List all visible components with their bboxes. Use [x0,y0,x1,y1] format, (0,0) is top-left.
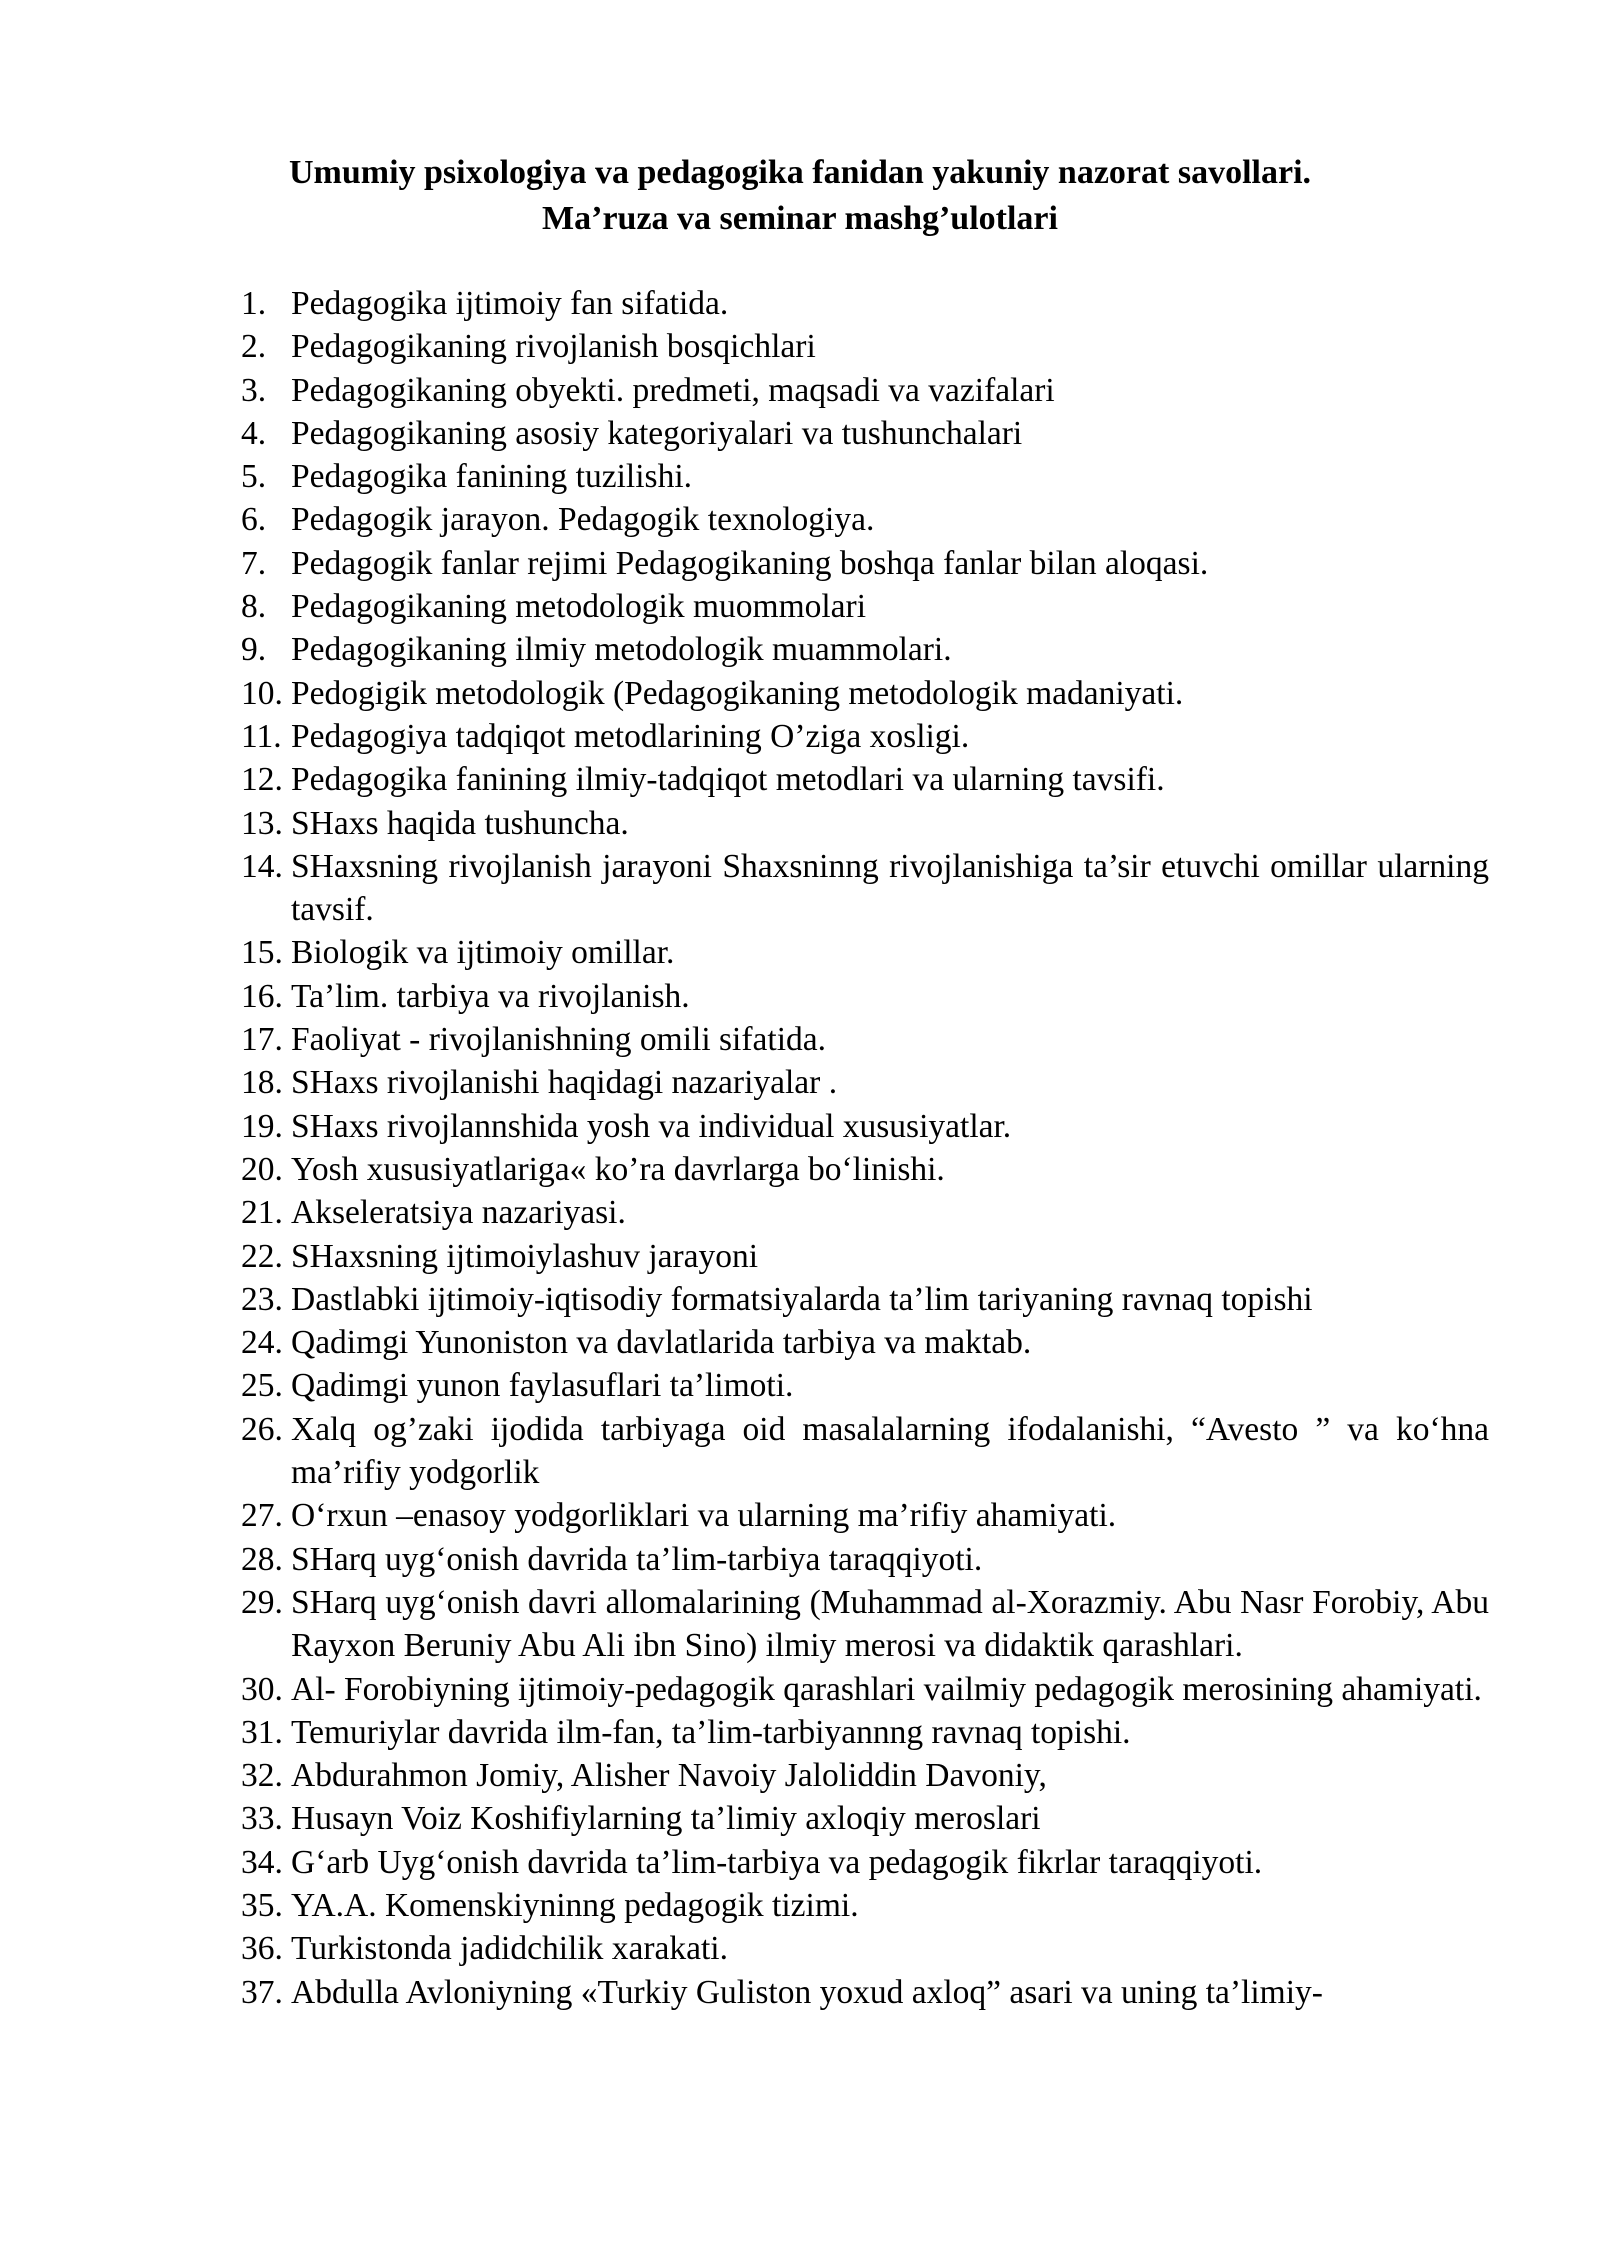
question-item [241,1711,1489,1754]
question-number: 7. [241,544,267,582]
question-item [241,542,1489,585]
question-item [241,1364,1489,1407]
question-number: 20. [241,1150,283,1188]
question-item [241,1581,1489,1668]
question-item [241,1321,1489,1364]
question-number: 23. [241,1280,283,1318]
question-number: 16. [241,977,283,1015]
question-text: SHarq uyg‘onish davrida ta’lim-tarbiya taraqqiyoti. [291,1540,983,1578]
question-number: 29. [241,1583,283,1621]
question-number: 25. [241,1367,283,1405]
question-list [241,282,1489,2014]
question-number: 9. [241,631,267,669]
question-text: Pedagogika fanining tuzilishi. [291,458,693,496]
question-text: SHaxs rivojlannshida yosh va individual xususiyatlar. [291,1107,1012,1145]
question-number: 13. [241,804,283,842]
question-text: SHaxs haqida tushuncha. [291,804,629,842]
question-item [241,369,1489,412]
question-text: Pedagogik fanlar rejimi Pedagogikaning boshqa fanlar bilan aloqasi. [291,544,1209,582]
question-number: 11. [241,717,282,755]
question-number: 14. [241,847,283,885]
question-item [241,1494,1489,1537]
question-item [241,1278,1489,1321]
title-line-1: Umumiy psixologiya va pedagogika fanidan yakuniy nazorat savollari. [288,154,1312,191]
question-number: 21. [241,1194,283,1232]
question-item [241,628,1489,671]
question-text: Pedagogika fanining ilmiy-tadqiqot metodlari va ularning tavsifi. [291,761,1165,799]
question-text: Abdulla Avloniyning «Turkiy Guliston yoxud axloq” asari va uning ta’limiy- [291,1973,1323,2011]
question-item [241,1105,1489,1148]
question-number: 2. [241,328,267,366]
question-number: 34. [241,1843,283,1881]
question-number: 3. [241,371,267,409]
question-item [241,412,1489,455]
question-item [241,715,1489,758]
question-text: Temuriylar davrida ilm-fan, ta’lim-tarbiyannng ravnaq topishi. [291,1713,1131,1751]
question-text: Pedagogikaning asosiy kategoriyalari va tushunchalari [291,414,1023,452]
question-item [241,498,1489,541]
document-title [0,150,1600,242]
question-text: Faoliyat - rivojlanishning omili sifatida. [291,1021,827,1059]
question-text: Qadimgi Yunoniston va davlatlarida tarbiya va maktab. [291,1324,1032,1362]
question-item [241,1235,1489,1278]
question-text: Husayn Voiz Koshifiylarning ta’limiy axloqiy meroslari [291,1800,1041,1838]
question-text: Ta’lim. tarbiya va rivojlanish. [291,977,690,1015]
question-number: 32. [241,1757,283,1795]
question-text: Al- Forobiyning ijtimoiy-pedagogik qarashlari vailmiy pedagogik merosining ahamiyati. [291,1670,1482,1708]
question-text: Biologik va ijtimoiy omillar. [291,934,675,972]
question-text: SHaxsning rivojlanish jarayoni Shaxsninng rivojlanishiga ta’sir etuvchi omillar ularning tavsif. [291,847,1489,929]
question-number: 31. [241,1713,283,1751]
question-item [241,1971,1489,2014]
question-text: Pedagogikaning metodologik muommolari [291,588,867,626]
question-number: 10. [241,674,283,712]
question-number: 8. [241,588,267,626]
question-number: 28. [241,1540,283,1578]
question-text: Turkistonda jadidchilik xarakati. [291,1930,728,1968]
question-item [241,1538,1489,1581]
question-text: Xalq og’zaki ijodida tarbiyaga oid masalalarning ifodalanishi, “Avesto ” va ko‘hna ma’rifiy yodgorlik [291,1410,1489,1492]
question-item [241,845,1489,932]
question-item [241,585,1489,628]
question-text: YA.A. Komenskiyninng pedagogik tizimi. [291,1886,859,1924]
question-text: Qadimgi yunon faylasuflari ta’limoti. [291,1367,794,1405]
question-text: Pedagogik jarayon. Pedagogik texnologiya. [291,501,875,539]
question-text: Abdurahmon Jomiy, Alisher Navoiy Jaloliddin Davoniy, [291,1757,1047,1795]
question-text: SHarq uyg‘onish davri allomalarining (Muhammad al-Xorazmiy. Abu Nasr Forobiy, Abu Rayxon Beruniy Abu Ali ibn Sino) ilmiy merosi va didaktik qarashlari. [291,1583,1489,1665]
question-item [241,1061,1489,1104]
question-item [241,1018,1489,1061]
title-line-2: Ma’ruza va seminar mashg’ulotlari [542,200,1058,237]
question-text: G‘arb Uyg‘onish davrida ta’lim-tarbiya va pedagogik fikrlar taraqqiyoti. [291,1843,1263,1881]
question-text: Akseleratsiya nazariyasi. [291,1194,626,1232]
question-item [241,975,1489,1018]
question-number: 33. [241,1800,283,1838]
question-item [241,455,1489,498]
question-number: 30. [241,1670,283,1708]
question-item [241,1797,1489,1840]
question-number: 15. [241,934,283,972]
question-number: 4. [241,414,267,452]
question-item [241,1841,1489,1884]
question-text: Pedogigik metodologik (Pedagogikaning metodologik madaniyati. [291,674,1184,712]
question-number: 24. [241,1324,283,1362]
question-item [241,1148,1489,1191]
question-text: Pedagogika ijtimoiy fan sifatida. [291,285,729,322]
question-item [241,325,1489,368]
question-item [241,672,1489,715]
question-number: 12. [241,761,283,799]
question-number: 18. [241,1064,283,1102]
question-number: 35. [241,1886,283,1924]
question-number: 6. [241,501,267,539]
question-text: Pedagogikaning rivojlanish bosqichlari [291,328,816,366]
question-text: Yosh xususiyatlariga« ko’ra davrlarga bo‘linishi. [291,1150,945,1188]
question-item [241,1884,1489,1927]
question-number: 36. [241,1930,283,1968]
question-item [241,1754,1489,1797]
question-number: 26. [241,1410,283,1448]
question-text: Dastlabki ijtimoiy-iqtisodiy formatsiyalarda ta’lim tariyaning ravnaq topishi [291,1280,1313,1318]
question-text: Pedagogikaning obyekti. predmeti, maqsadi va vazifalari [291,371,1055,409]
question-number: 5. [241,458,267,496]
question-item [241,282,1489,325]
question-number: 19. [241,1107,283,1145]
question-item [241,1191,1489,1234]
question-number: 27. [241,1497,283,1535]
question-text: Pedagogikaning ilmiy metodologik muammolari. [291,631,952,669]
question-text: Pedagogiya tadqiqot metodlarining O’ziga xosligi. [291,717,970,755]
question-item [241,1927,1489,1970]
question-number: 1. [241,285,267,322]
question-text: SHaxs rivojlanishi haqidagi nazariyalar . [291,1064,838,1102]
question-text: O‘rxun –enasoy yodgorliklari va ularning ma’rifiy ahamiyati. [291,1497,1117,1535]
question-number: 22. [241,1237,283,1275]
question-text: SHaxsning ijtimoiylashuv jarayoni [291,1237,759,1275]
question-item [241,802,1489,845]
question-item [241,1408,1489,1495]
question-item [241,931,1489,974]
question-number: 37. [241,1973,283,2011]
question-item [241,1668,1489,1711]
question-number: 17. [241,1021,283,1059]
question-item [241,758,1489,801]
